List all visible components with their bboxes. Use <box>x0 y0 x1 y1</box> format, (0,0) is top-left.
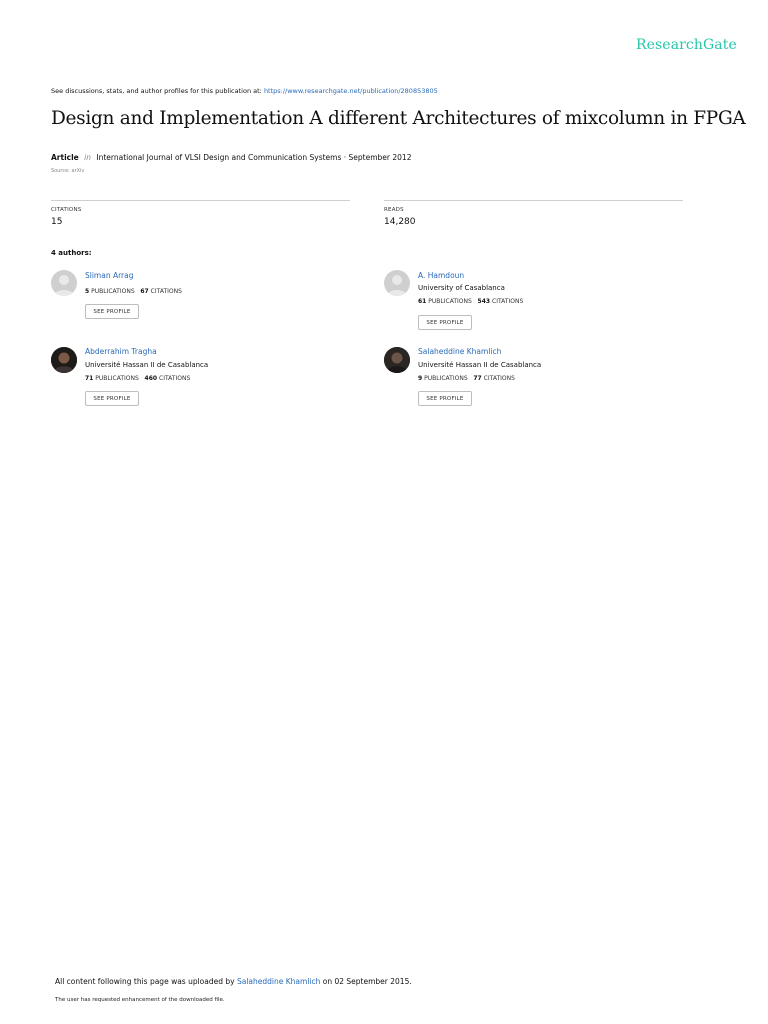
author-affiliation: Université Hassan II de Casablanca <box>418 361 542 369</box>
see-profile-button[interactable]: SEE PROFILE <box>85 391 139 406</box>
author-name[interactable]: Abderrahim Tragha <box>85 347 157 356</box>
publications-label: PUBLICATIONS <box>428 298 472 305</box>
avatar[interactable] <box>384 270 410 296</box>
upload-prefix: All content following this page was uploaded by <box>55 977 235 986</box>
publications-label: PUBLICATIONS <box>424 375 468 382</box>
publication-title: Design and Implementation A different Architectures of mixcolumn in FPGA <box>51 108 746 129</box>
person-icon <box>384 270 410 296</box>
publications-count: 71 <box>85 375 94 382</box>
author-counts <box>85 375 190 382</box>
citations-count: 460 <box>144 375 158 382</box>
author-name[interactable]: A. Hamdoun <box>418 271 465 280</box>
citations-label: CITATIONS <box>51 207 82 213</box>
author-photo-icon <box>51 347 77 373</box>
divider <box>51 200 350 201</box>
divider <box>384 200 683 201</box>
authors-heading: 4 authors: <box>51 249 92 257</box>
publication-meta <box>51 153 411 162</box>
discussion-line <box>51 87 438 95</box>
citations-label: CITATIONS <box>483 375 515 382</box>
avatar[interactable] <box>384 347 410 373</box>
citations-label: CITATIONS <box>492 298 524 305</box>
citations-count: 15 <box>51 217 63 227</box>
reads-label: READS <box>384 207 404 213</box>
publication-source: Source: arXiv <box>51 168 85 174</box>
citations-label: CITATIONS <box>150 288 182 295</box>
publications-count: 9 <box>418 375 423 382</box>
publications-label: PUBLICATIONS <box>95 375 139 382</box>
author-photo-icon <box>384 347 410 373</box>
avatar[interactable] <box>51 270 77 296</box>
citations-count: 67 <box>140 288 149 295</box>
publication-type: Article <box>51 153 79 162</box>
author-affiliation: Université Hassan II de Casablanca <box>85 361 209 369</box>
avatar[interactable] <box>51 347 77 373</box>
researchgate-logo[interactable]: ResearchGate <box>636 37 737 53</box>
publication-link[interactable]: https://www.researchgate.net/publication/280853805 <box>263 87 438 95</box>
upload-suffix: on 02 September 2015. <box>322 977 412 986</box>
publications-count: 61 <box>418 298 427 305</box>
see-profile-button[interactable]: SEE PROFILE <box>85 304 139 319</box>
see-profile-button[interactable]: SEE PROFILE <box>418 391 472 406</box>
author-name[interactable]: Sliman Arrag <box>85 271 134 280</box>
author-counts <box>418 298 523 305</box>
citations-count: 77 <box>473 375 482 382</box>
author-affiliation: University of Casablanca <box>418 284 505 292</box>
person-icon <box>51 270 77 296</box>
author-counts <box>85 288 182 295</box>
uploader-link[interactable]: Salaheddine Khamlich <box>236 977 321 986</box>
enhancement-note: The user has requested enhancement of the downloaded file. <box>55 997 225 1003</box>
publication-venue: International Journal of VLSI Design and Communication Systems · September 2012 <box>96 153 412 162</box>
in-word: in <box>84 153 91 162</box>
author-name[interactable]: Salaheddine Khamlich <box>418 347 502 356</box>
citations-label: CITATIONS <box>159 375 191 382</box>
publications-count: 5 <box>85 288 90 295</box>
upload-notice <box>55 977 412 986</box>
see-profile-button[interactable]: SEE PROFILE <box>418 315 472 330</box>
citations-count: 543 <box>477 298 491 305</box>
discussion-text: See discussions, stats, and author profiles for this publication at: <box>51 87 262 95</box>
publications-label: PUBLICATIONS <box>91 288 135 295</box>
author-counts <box>418 375 515 382</box>
reads-count: 14,280 <box>384 217 416 227</box>
